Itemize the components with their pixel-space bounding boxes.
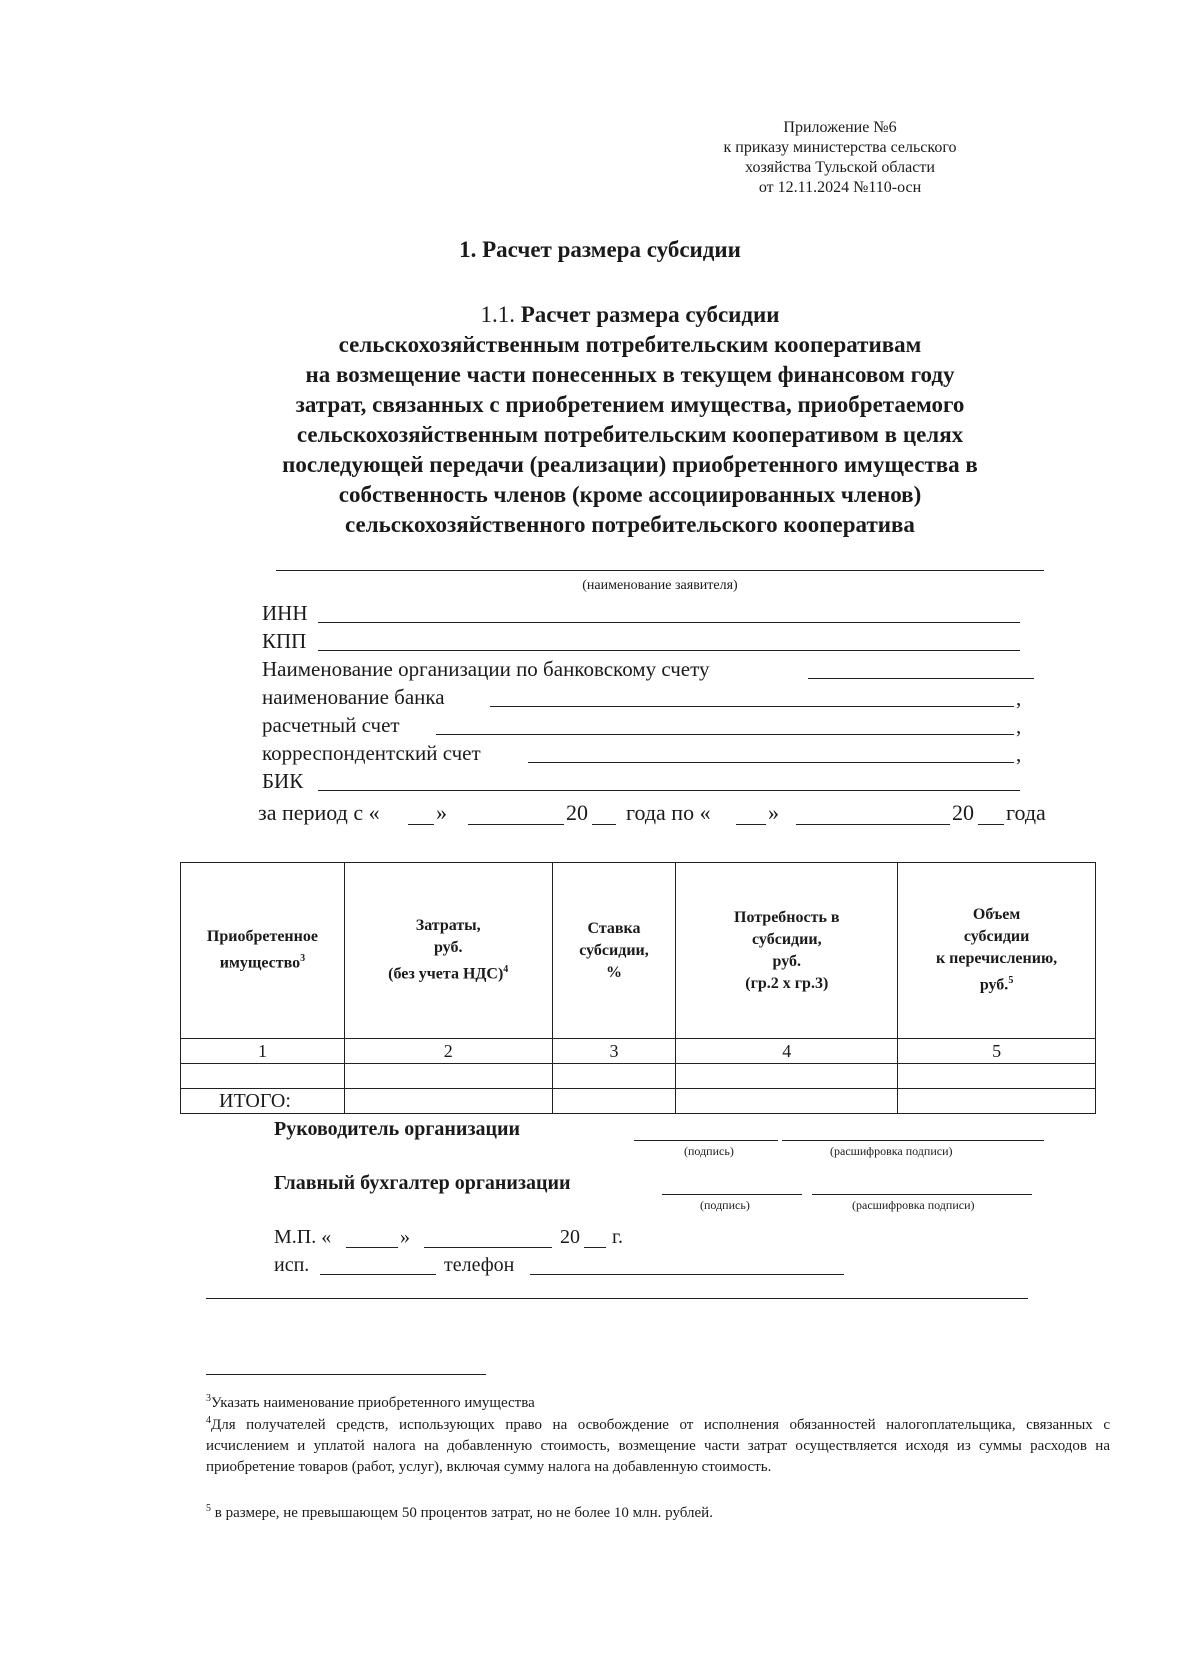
stamp-day-field[interactable] [346, 1247, 398, 1248]
stamp-quote: » [400, 1226, 410, 1248]
col-number-2: 2 [344, 1039, 552, 1064]
stamp-month-field[interactable] [424, 1247, 552, 1248]
head-signature-title: Руководитель организации [274, 1118, 521, 1140]
period-year-1: 20 [566, 800, 588, 825]
heading-2-number: 1.1. [480, 302, 515, 327]
period-month-2-field[interactable] [796, 824, 950, 825]
appendix-line-4: от 12.11.2024 №110-осн [758, 179, 922, 196]
org-name-bank-label: Наименование организации по банковскому счету [262, 657, 710, 681]
cell-need[interactable] [676, 1064, 898, 1089]
total-rate[interactable] [552, 1089, 676, 1114]
col-number-4: 4 [676, 1039, 898, 1064]
col-number-5: 5 [898, 1039, 1096, 1064]
header-need: Потребность в субсидии, руб. (гр.2 х гр.3) [676, 863, 898, 1039]
heading-2-line-6: последующей передачи (реализации) приобретенного имущества в [282, 452, 978, 477]
heading-1-text: Расчет размера субсидии [482, 237, 741, 262]
cell-volume[interactable] [898, 1064, 1096, 1089]
corr-account-field[interactable] [528, 762, 1014, 763]
accountant-signature-title: Главный бухгалтер организации [274, 1172, 571, 1194]
footnote-4: $^4$Для получателей средств, использующих право на освобождение от исполнения обязанностей налогоплательщика, связанных с исчислением и уплатой налога на добавленную стоимость, возмещение части затрат осуществляется исходя из суммы расходов на приобретение товаров (работ, услуг), включая сумму налога на добавленную стоимость. [206, 1415, 1110, 1475]
total-need[interactable] [676, 1089, 898, 1114]
period-year-2: 20 [952, 800, 974, 825]
appendix-line-3: хозяйства Тульской области [745, 159, 935, 176]
stamp-g: г. [612, 1226, 623, 1248]
table-row [181, 1064, 1096, 1089]
period-day-1-field[interactable] [408, 824, 434, 825]
heading-2-line-5: сельскохозяйственным потребительским кооперативом в целях [296, 422, 964, 447]
heading-2-line-4: затрат, связанных с приобретением имущества, приобретаемого [295, 392, 965, 417]
heading-2-line-7: собственность членов (кроме ассоциированных членов) [338, 482, 922, 507]
period-quote-1: » [436, 800, 447, 825]
footnote-5: $^5$ в размере, не превышающем 50 процентов затрат, но не более 10 млн. рублей. [206, 1503, 713, 1521]
heading-1 [0, 237, 1200, 263]
period-suffix: года [1006, 800, 1046, 825]
applicant-caption: (наименование заявителя) [582, 578, 738, 593]
total-volume[interactable] [898, 1089, 1096, 1114]
footnote-separator [206, 1374, 486, 1375]
table-row-numbers [181, 1039, 1096, 1064]
header-rate: Ставка субсидии, % [552, 863, 676, 1039]
head-signature-field[interactable] [634, 1140, 778, 1141]
bank-name-comma: , [1016, 686, 1022, 710]
executor-label: исп. [274, 1254, 310, 1276]
accountant-decode-field[interactable] [812, 1194, 1032, 1195]
closing-line [206, 1298, 1028, 1299]
head-decode-field[interactable] [782, 1140, 1044, 1141]
org-name-bank-field[interactable] [808, 678, 1034, 679]
account-field[interactable] [436, 734, 1014, 735]
account-label: расчетный счет [262, 713, 400, 737]
phone-field[interactable] [530, 1274, 844, 1275]
col-number-1: 1 [181, 1039, 345, 1064]
kpp-field[interactable] [318, 650, 1020, 651]
cell-rate[interactable] [552, 1064, 676, 1089]
stamp-year: 20 [560, 1226, 580, 1248]
bik-label: БИК [262, 769, 304, 793]
header-costs: Затраты, руб. (без учета НДС)$^4$ [344, 863, 552, 1039]
header-property: Приобретенное имущество$^3$ [181, 863, 345, 1039]
phone-label: телефон [444, 1254, 515, 1276]
kpp-label: КПП [262, 629, 307, 653]
heading-2-line-1: Расчет размера субсидии [520, 302, 780, 327]
appendix-block [650, 118, 1030, 198]
accountant-decode-caption: (расшифровка подписи) [852, 1198, 975, 1212]
corr-account-label: корреспондентский счет [262, 741, 481, 765]
bik-field[interactable] [318, 790, 1020, 791]
period-year-2-field[interactable] [978, 824, 1004, 825]
heading-2-line-8: сельскохозяйственного потребительского кооператива [345, 512, 915, 537]
period-mid: года по « [626, 800, 711, 825]
heading-2-line-2: сельскохозяйственным потребительским кооперативам [338, 332, 922, 357]
table-header-row [181, 863, 1096, 1039]
applicant-name-line[interactable] [276, 570, 1044, 571]
footnote-3: $^3$Указать наименование приобретенного имущества [206, 1393, 535, 1411]
period-day-2-field[interactable] [736, 824, 766, 825]
appendix-line-1: Приложение №6 [783, 119, 897, 136]
period-prefix: за период с « [258, 800, 380, 825]
bank-name-label: наименование банка [262, 685, 445, 709]
account-comma: , [1016, 714, 1022, 738]
head-signature-caption: (подпись) [684, 1144, 734, 1158]
period-year-1-field[interactable] [592, 824, 616, 825]
total-costs[interactable] [344, 1089, 552, 1114]
heading-2 [200, 300, 1060, 540]
period-month-1-field[interactable] [468, 824, 564, 825]
inn-field[interactable] [318, 622, 1020, 623]
heading-2-line-3: на возмещение части понесенных в текущем финансовом году [305, 362, 955, 387]
table-total-row [181, 1089, 1096, 1114]
cell-costs[interactable] [344, 1064, 552, 1089]
heading-1-number: 1. [459, 237, 477, 262]
subsidy-table [180, 862, 1096, 1114]
head-decode-caption: (расшифровка подписи) [830, 1144, 953, 1158]
stamp-year-field[interactable] [584, 1247, 606, 1248]
total-label: ИТОГО: [181, 1089, 345, 1114]
stamp-mp: М.П. « [274, 1226, 332, 1248]
cell-property[interactable] [181, 1064, 345, 1089]
accountant-signature-field[interactable] [662, 1194, 802, 1195]
bank-name-field[interactable] [490, 706, 1014, 707]
inn-label: ИНН [262, 601, 308, 625]
accountant-signature-caption: (подпись) [700, 1198, 750, 1212]
executor-field[interactable] [320, 1274, 436, 1275]
col-number-3: 3 [552, 1039, 676, 1064]
appendix-line-2: к приказу министерства сельского [723, 139, 957, 156]
corr-account-comma: , [1016, 742, 1022, 766]
period-quote-2: » [768, 800, 779, 825]
header-volume: Объем субсидии к перечислению, руб.$^5$ [898, 863, 1096, 1039]
